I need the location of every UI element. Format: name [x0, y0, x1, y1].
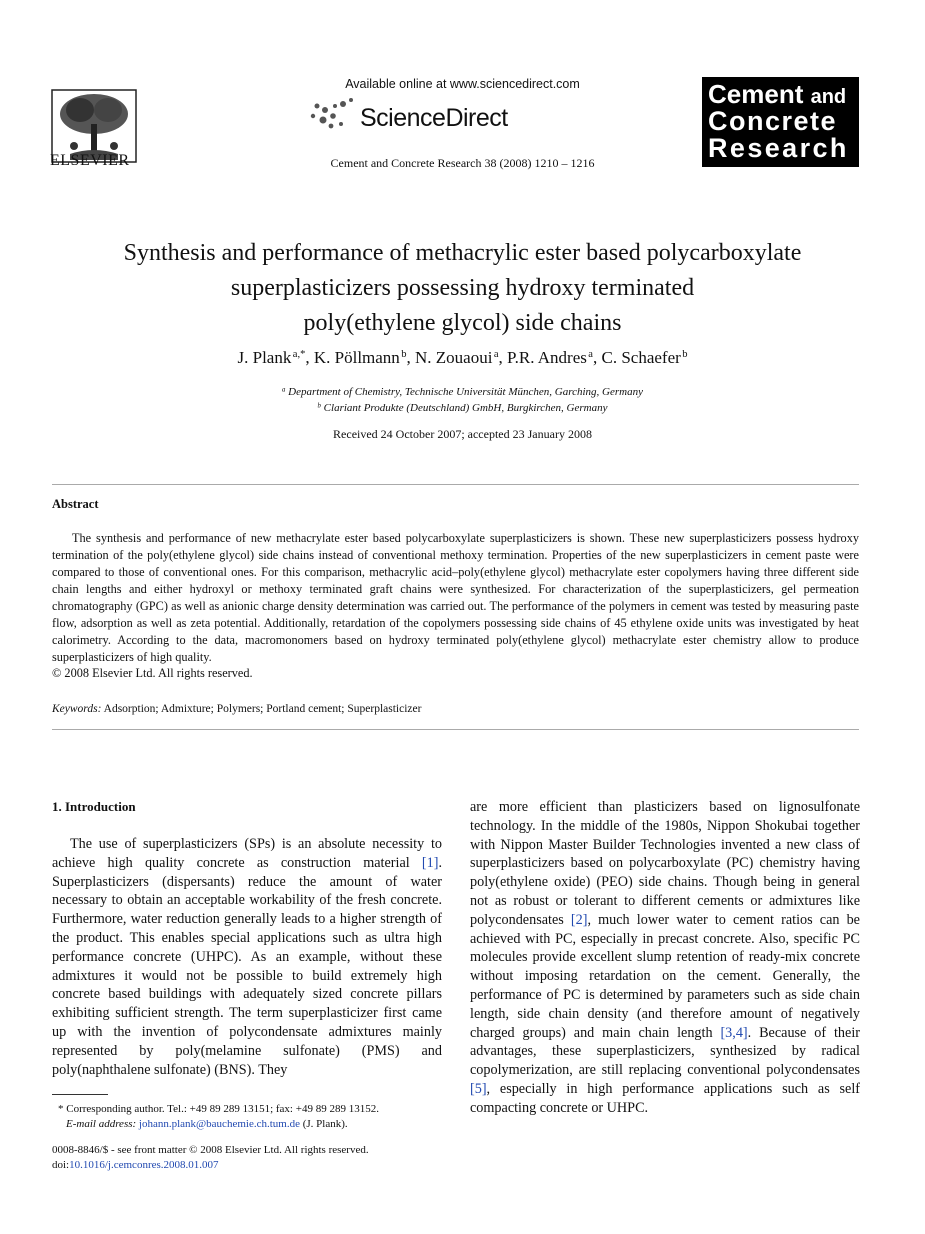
- title-line: superplasticizers possessing hydroxy terminated: [230, 275, 695, 301]
- author-affil-mark: a,*: [292, 349, 306, 361]
- body-text-run: , especially in high performance applications such as self compacting concrete or UHPC.: [470, 1080, 860, 1116]
- sciencedirect-logo: ScienceDirect: [360, 104, 508, 132]
- abstract-heading: Abstract: [52, 497, 99, 511]
- corresponding-author-line: * Corresponding author. Tel.: +49 89 289 13151; fax: +49 89 289 13152.: [58, 1103, 379, 1115]
- affiliation-text: Clariant Produkte (Deutschland) GmbH, Burgkirchen, Germany: [323, 402, 608, 414]
- section-heading: 1. Introduction: [52, 799, 136, 814]
- journal-citation: Cement and Concrete Research 38 (2008) 1210 – 1216: [330, 156, 595, 170]
- footnote-rule: [52, 1094, 108, 1095]
- title-line: poly(ethylene glycol) side chains: [303, 310, 622, 336]
- journal-logo-line2: Concrete: [708, 106, 838, 136]
- body-text-run: The use of superplasticizers (SPs) is an absolute necessity to achieve high quality concrete as construction material: [52, 836, 442, 871]
- body-column-left: [52, 835, 442, 1079]
- journal-logo-line3: Research: [708, 133, 849, 163]
- issn-line: 0008-8846/$ - see front matter © 2008 Elsevier Ltd. All rights reserved.: [52, 1144, 369, 1156]
- author-affil-mark: a: [588, 349, 593, 361]
- author-name: C. Schaefer: [601, 348, 681, 367]
- author-list: J. Plank $^{a,*}$, K. Pöllmann $^b$, N. Zouaoui $^a$, P.R. Andres $^a$, C. Schaefer $^b$: [237, 348, 688, 367]
- email-link[interactable]: johann.plank@bauchemie.ch.tum.de: [138, 1118, 300, 1130]
- received-dates: Received 24 October 2007; accepted 23 January 2008: [333, 427, 592, 441]
- keywords: [52, 703, 421, 715]
- divider: [52, 484, 859, 485]
- journal-logo-line1: Cement and: [708, 79, 847, 109]
- affiliation-mark: a: [282, 386, 286, 394]
- front-matter-footnote: [52, 1143, 369, 1173]
- body-text-run: . Because of their advantages, these superplasticizers, synthesized by radical copolymerization, are still replacing conventional polycondensates: [470, 1024, 860, 1079]
- available-online-text: Available online at www.sciencedirect.com: [345, 77, 580, 91]
- article-title: [60, 236, 865, 341]
- author-name: J. Plank: [237, 348, 292, 367]
- body-text-run: . Superplasticizers (dispersants) reduce the amount of water necessary to obtain an acceptable workability of the fresh concrete. Furthermore, water reduction generally leads to a higher strength of the product. This enables special applications such as ultra high performance concrete (UHPC). As an example, without these admixtures it would not be possible to build extremely high concrete based buildings with adequately sized concrete pillars exhibiting sufficient strength. The term superplasticizer first came up with the invention of polycondensate admixtures mainly represented by poly(melamine sulfonate) (PMS) and poly(naphthalene sulfonate) (BNS). They: [52, 854, 442, 1078]
- doi-link[interactable]: 10.1016/j.cemconres.2008.01.007: [69, 1159, 219, 1171]
- author-affil-mark: b: [401, 349, 407, 361]
- citation-link[interactable]: [5]: [470, 1080, 487, 1097]
- body-column-right: [470, 798, 860, 1118]
- abstract-text: The synthesis and performance of new methacrylate ester based polycarboxylate superplasticizers is shown. These new superplasticizers possess hydroxy termination of the poly(ethylene glycol) side chains instead of conventional methoxy termination. Properties of the new superplasticizers in cement paste were compared to those of conventional ones. For this comparison, methacrylic acid–poly(ethylene glycol) methacrylate ester copolymers having three different side chain lengths and either hydroxyl or methoxy terminated graft chains were synthesized. For characterization of the superplasticizers, gel permeation chromatography (GPC) as well as anionic charge density determination was carried out. The performance of the polymers in cement was tested by measuring paste flow, adsorption as well as zeta potential. Additionally, retardation of the copolymers possessing side chains of 45 ethylene oxide units was investigated by heat calorimetry. According to the data, macromonomers based on hydroxy terminated poly(ethylene glycol) methacrylate ester chemistry allow to produce superplasticizers of high quality.: [52, 531, 859, 664]
- keywords-list: Adsorption; Admixture; Polymers; Portland cement; Superplasticizer: [103, 703, 422, 715]
- body-text-run: are more efficient than plasticizers based on lignosulfonate technology. In the middle of the 1980s, Nippon Shokubai together with Nippon Master Builder Technologies invented a new class of superplasticizers based on polycarboxylate (PC) chemistry having poly(ethylene oxide) (PEO) side chains. Though being in general not as robust or tolerant to different cements or admixtures like polycondensates: [470, 799, 860, 928]
- body-text-run: , much lower water to cement ratios can be achieved with PC, especially in precast concrete. Also, specific PC molecules provide excellent slump retention of ready-mix concrete without imposing retardation on the cement. Generally, the performance of PC is determined by parameters such as side chain length, side chain density (and therefore amount of negatively charged groups) and main chain length: [470, 911, 860, 1041]
- affiliation-b: [0, 402, 925, 414]
- affiliation-mark: b: [317, 402, 321, 410]
- journal-logo: [702, 77, 859, 167]
- citation-link[interactable]: [1]: [421, 854, 439, 871]
- citation-link[interactable]: [2]: [570, 911, 588, 928]
- elsevier-wordmark: ELSEVIER: [50, 152, 130, 169]
- divider: [52, 729, 859, 730]
- sciencedirect-dots-icon: [305, 96, 365, 136]
- keywords-label: Keywords:: [52, 703, 102, 715]
- author-affil-mark: a: [493, 349, 499, 361]
- email-suffix: (J. Plank).: [299, 1118, 348, 1130]
- email-label: E-mail address:: [66, 1118, 137, 1130]
- affiliation-a: [0, 386, 925, 398]
- author-affil-mark: b: [682, 349, 688, 361]
- title-line: Synthesis and performance of methacrylic ester based polycarboxylate: [123, 240, 802, 266]
- author-name: K. Pöllmann: [313, 348, 400, 367]
- affiliation-text: Department of Chemistry, Technische Universität München, Garching, Germany: [288, 386, 643, 398]
- abstract-copyright: © 2008 Elsevier Ltd. All rights reserved.: [52, 666, 253, 680]
- author-name: N. Zouaoui: [415, 348, 493, 367]
- citation-link[interactable]: [3,4]: [720, 1024, 748, 1041]
- corresponding-author-footnote: [58, 1102, 379, 1132]
- doi-label: doi:: [52, 1159, 70, 1171]
- author-name: P.R. Andres: [507, 348, 587, 367]
